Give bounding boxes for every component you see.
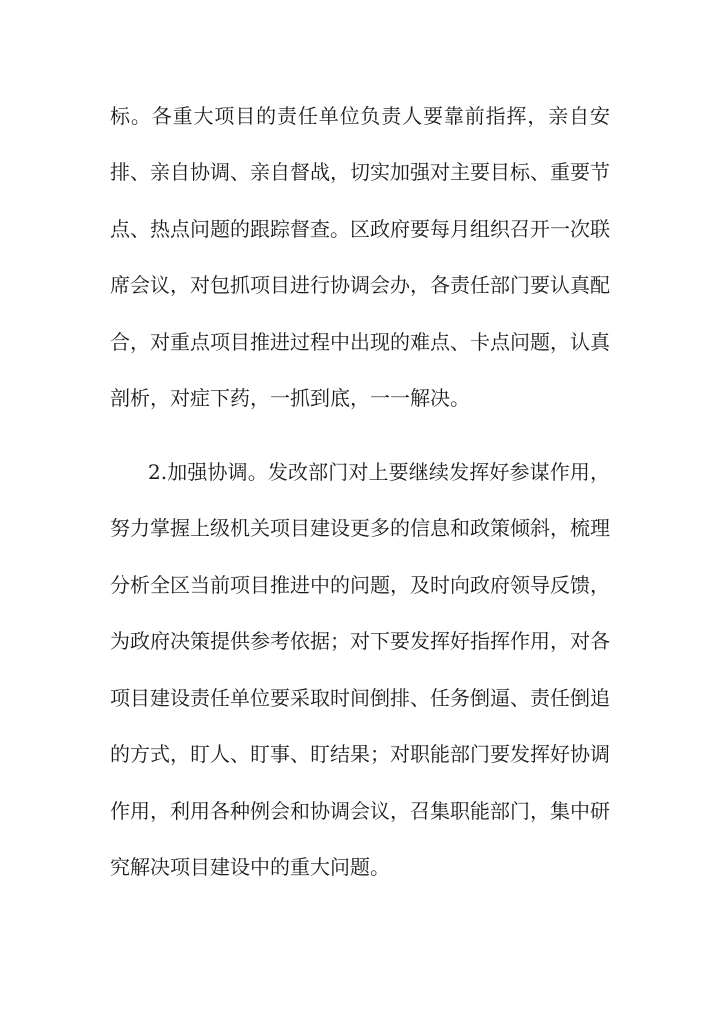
paragraph-line: 的方式，盯人、盯事、盯结果；对职能部门要发挥好协调: [110, 742, 610, 766]
paragraph-line: 排、亲自协调、亲自督战，切实加强对主要目标、重要节: [110, 160, 610, 184]
paragraph-line: 席会议，对包抓项目进行协调会办，各责任部门要认真配: [110, 273, 610, 297]
paragraph-line: 2.加强协调。发改部门对上要继续发挥好参谋作用，: [148, 460, 610, 484]
paragraph-line: 点、热点问题的跟踪督查。区政府要每月组织召开一次联: [110, 217, 610, 241]
paragraph-line: 努力掌握上级机关项目建设更多的信息和政策倾斜，梳理: [110, 516, 610, 540]
paragraph-line: 究解决项目建设中的重大问题。: [110, 855, 390, 879]
paragraph-line: 项目建设责任单位要采取时间倒排、任务倒逼、责任倒追: [110, 686, 610, 710]
paragraph-line: 为政府决策提供参考依据；对下要发挥好指挥作用，对各: [110, 629, 610, 653]
paragraph-line: 剖析，对症下药，一抓到底，一一解决。: [110, 386, 470, 410]
paragraph-line: 分析全区当前项目推进中的问题，及时向政府领导反馈，: [110, 573, 610, 597]
paragraph-line: 作用，利用各种例会和协调会议，召集职能部门，集中研: [110, 799, 610, 823]
paragraph-line: 合，对重点项目推进过程中出现的难点、卡点问题，认真: [110, 330, 610, 354]
paragraph-line: 标。各重大项目的责任单位负责人要靠前指挥，亲自安: [110, 104, 610, 128]
